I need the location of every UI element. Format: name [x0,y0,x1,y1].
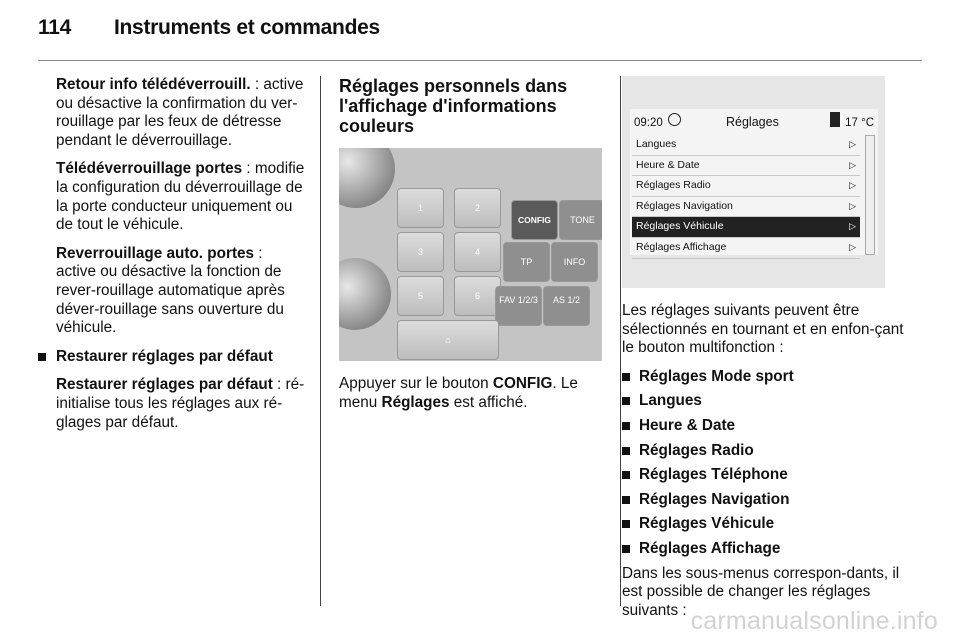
thermometer-icon [830,112,840,127]
clock-icon [668,113,681,126]
screen-temperature: 17 °C [845,117,874,129]
bullet-square-icon [38,353,46,361]
screen-menu-item-label: Réglages Affichage [636,240,727,253]
screen-status-bar [630,112,878,132]
chevron-right-icon: ▷ [849,159,856,170]
term-restore-defaults: Restaurer réglages par défaut [56,376,273,394]
screen-menu-item [632,238,860,259]
settings-bullet-item [622,491,904,510]
key-5: 5 [397,276,444,316]
key-6: 6 [454,276,501,316]
screen-menu-item [632,135,860,156]
text-config-e: est affiché. [449,393,528,411]
text-restore-defaults: : ré-initialise tous les réglages aux ré-glages par défaut. [56,376,305,431]
screen-menu-item-label: Réglages Navigation [636,199,733,212]
bullet-restore-defaults [56,348,306,367]
bullet-square-icon [622,496,630,504]
column-1 [56,76,306,442]
settings-bullet-label: Langues [639,392,702,410]
settings-bullet-item [622,392,904,411]
chevron-right-icon: ▷ [849,221,856,232]
home-key: ⌂ [397,320,499,360]
paragraph-config [339,375,604,412]
page-number: 114 [38,16,71,39]
screen-menu-item-label: Heure & Date [636,158,700,171]
settings-bullet-label: Réglages Affichage [639,539,781,557]
multifunction-knob [339,258,391,330]
term-feedback: Retour info télédéverrouill. [56,76,251,93]
column-2 [339,76,604,422]
settings-bullet-item [622,368,904,387]
paragraph-restore-defaults [56,376,306,432]
key-3: 3 [397,232,444,272]
screen-menu-item [632,176,860,197]
text-feedback: : active ou désactive la confirmation du ver-rouillage par les feux de détresse pendant le déverrouillage. [56,76,304,149]
settings-bullet-item [622,515,904,534]
key-2: 2 [454,188,501,228]
settings-bullet-label: Réglages Véhicule [639,515,775,533]
config-button: CONFIG [511,200,558,240]
column-divider-left [320,76,321,606]
reglages-term: Réglages [381,393,450,411]
screen-scrollbar [865,135,875,255]
chevron-right-icon: ▷ [849,241,856,252]
screen-menu-list [632,135,860,259]
bullet-square-icon [622,471,630,479]
key-as: AS 1/2 [543,286,590,326]
key-tp: TP [503,242,550,282]
bullet-square-icon [622,373,630,381]
section-title: Réglages personnels dans l'affichage d'informations couleurs [339,76,568,136]
settings-screen-image [622,76,885,288]
paragraph-feedback [56,76,306,150]
bullet-square-icon [622,447,630,455]
chevron-right-icon: ▷ [849,139,856,149]
settings-bullet-list [622,368,904,559]
key-1: 1 [397,188,444,228]
bullet-square-icon [622,545,630,553]
settings-bullet-item [622,466,904,485]
screen-menu-item-label: Langues [636,138,677,150]
bullet-label: Restaurer réglages par défaut [56,347,273,365]
paragraph-outro: Dans les sous-menus correspon-dants, il est possible de changer les réglages suivants : [622,564,900,619]
screen-time: 09:20 [634,117,663,129]
column-divider-right [620,76,621,606]
key-4: 4 [454,232,501,272]
page-header [38,16,380,40]
top-knob [339,148,395,208]
text-auto-relock: : active ou désactive la fonction de rever-rouillage automatique après déver-rouillage sans ouverture du véhicule. [56,244,285,337]
screen-menu-item [632,156,860,177]
page-title: Instruments et commandes [114,16,380,39]
config-term: CONFIG [492,375,553,392]
paragraph-remote-unlock [56,160,306,234]
header-rule [38,60,922,61]
screen-menu-item [632,217,860,238]
paragraph-auto-relock [56,245,306,338]
control-panel-image [339,148,602,361]
settings-bullet-label: Réglages Radio [639,441,754,459]
settings-bullet-label: Réglages Navigation [639,490,790,508]
bullet-square-icon [622,422,630,430]
watermark: carmanualsonline.info [690,607,938,635]
text-remote-unlock: : modifie la configuration du déverrouillage de la porte conducteur uniquement ou de tout le véhicule. [56,160,305,234]
screen-menu-item-label: Réglages Véhicule [636,220,724,233]
column-3 [622,76,904,630]
key-fav: FAV 1/2/3 [495,286,542,326]
chevron-right-icon: ▷ [849,200,856,211]
chevron-right-icon: ▷ [849,180,856,191]
key-info: INFO [551,242,598,282]
settings-bullet-label: Réglages Téléphone [639,466,788,484]
text-config-c: . Le menu [339,375,578,411]
screen-menu-item-label: Réglages Radio [636,179,711,192]
term-remote-unlock: Télédéverrouillage portes [56,160,243,178]
text-config-a: Appuyer sur le bouton [339,375,493,392]
key-tone: TONE [559,200,602,240]
term-auto-relock: Reverrouillage auto. portes [56,244,255,262]
settings-bullet-item [622,540,904,559]
paragraph-intro: Les réglages suivants peuvent être sélectionnés en tournant et en enfon-çant le bouton multifonction : [622,302,904,357]
screen-menu-item [632,197,860,218]
settings-bullet-item [622,417,904,436]
settings-bullet-label: Réglages Mode sport [639,367,794,385]
bullet-square-icon [622,520,630,528]
screen-title: Réglages [726,115,779,129]
settings-bullet-item [622,442,904,461]
settings-bullet-label: Heure & Date [639,416,736,434]
bullet-square-icon [622,397,630,405]
